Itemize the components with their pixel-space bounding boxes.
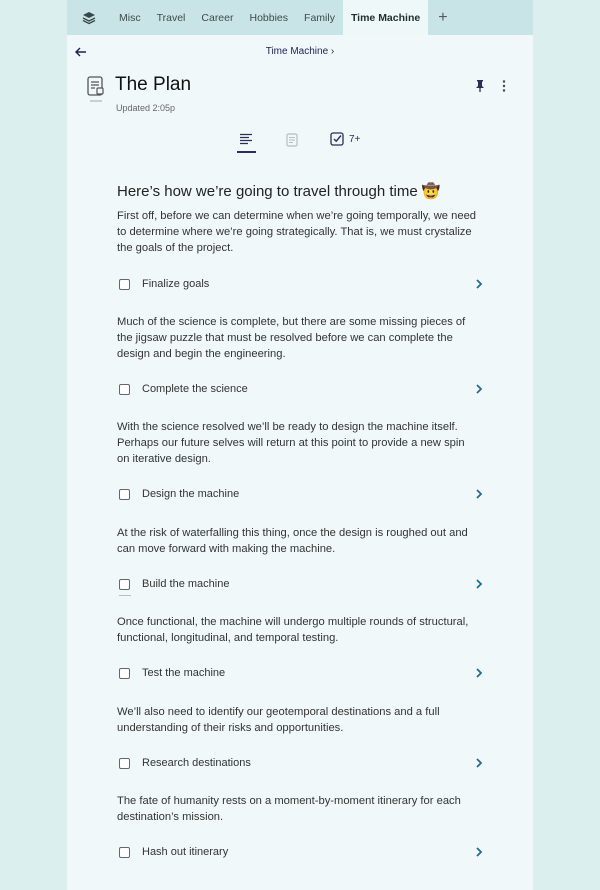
task-checkbox[interactable] [119,579,130,590]
task-item[interactable] [119,844,479,860]
tab-time-machine[interactable]: Time Machine [343,0,428,35]
paragraph: We’ll also need to identify our geotemporal destinations and a full understanding of their risks and opportunities. [117,706,440,734]
task-item[interactable] [119,276,479,292]
more-options-icon[interactable] [499,79,509,93]
task-checkbox[interactable] [119,279,130,290]
task-item[interactable] [119,755,479,771]
tab-career[interactable]: Career [201,11,234,24]
paragraph: At the risk of waterfalling this thing, once the design is roughed out and can move forward with making the machine. [117,527,468,555]
chevron-right-icon[interactable] [474,488,484,500]
tab-bar [67,0,533,35]
document-view-icon[interactable] [286,133,298,147]
task-label[interactable]: Design the machine [142,488,240,500]
task-label[interactable]: Research destinations [142,757,251,769]
active-view-indicator [237,151,256,153]
task-label[interactable]: Build the machine [142,578,230,590]
paragraph: With the science resolved we’ll be ready to design the machine itself. Perhaps our future selves will return at this point to provide a new spin on iterative design. [117,421,465,465]
text-view-icon[interactable] [239,133,253,145]
task-label[interactable]: Finalize goals [142,278,210,290]
breadcrumb[interactable]: Time Machine › [265,46,335,57]
note-icon [87,76,105,98]
chevron-right-icon[interactable] [474,846,484,858]
task-item[interactable] [119,486,479,502]
task-label[interactable]: Test the machine [142,667,226,679]
chevron-right-icon[interactable] [474,667,484,679]
drag-indicator [119,595,131,596]
chevron-right-icon[interactable] [474,383,484,395]
paragraph: First off, before we can determine when we’re going temporally, we need to determine where we’re going strategically. That is, we must crystalize the goals of the project. [117,210,477,254]
task-label[interactable]: Complete the science [142,383,248,395]
section-heading: Here’s how we’re going to travel through time 🤠 [117,183,441,200]
chevron-right-icon[interactable] [474,757,484,769]
page-title[interactable]: The Plan [115,74,192,95]
task-checkbox[interactable] [119,758,130,769]
chevron-right-icon[interactable] [474,278,484,290]
task-count-badge[interactable]: 7+ [349,134,361,145]
task-checkbox[interactable] [119,384,130,395]
task-label[interactable]: Hash out itinerary [142,846,229,858]
paragraph: The fate of humanity rests on a moment-by-moment itinerary for each destination’s mission. [117,795,461,823]
task-view-icon[interactable] [330,132,344,146]
paragraph: Once functional, the machine will undergo multiple rounds of structural, functional, longitudinal, and temporal testing. [117,616,469,644]
tab-travel[interactable]: Travel [156,11,186,24]
note-icon-underline [90,100,102,102]
task-checkbox[interactable] [119,847,130,858]
task-item[interactable] [119,381,479,397]
task-item[interactable] [119,576,479,592]
app-frame [67,0,533,890]
layers-button[interactable] [67,0,111,35]
task-item[interactable] [119,665,479,681]
tab-misc[interactable]: Misc [119,11,141,24]
chevron-right-icon[interactable] [474,578,484,590]
pin-icon[interactable] [474,79,486,93]
task-checkbox[interactable] [119,668,130,679]
add-tab-button[interactable]: + [438,8,448,26]
paragraph: Much of the science is complete, but there are some missing pieces of the jigsaw puzzle that must be resolved before we can complete the design and begin the engineering. [117,316,466,360]
task-checkbox[interactable] [119,489,130,500]
layers-icon [82,11,96,25]
tab-family[interactable]: Family [304,11,335,24]
updated-timestamp: Updated 2:05p [116,103,176,113]
tab-hobbies[interactable]: Hobbies [249,11,289,24]
